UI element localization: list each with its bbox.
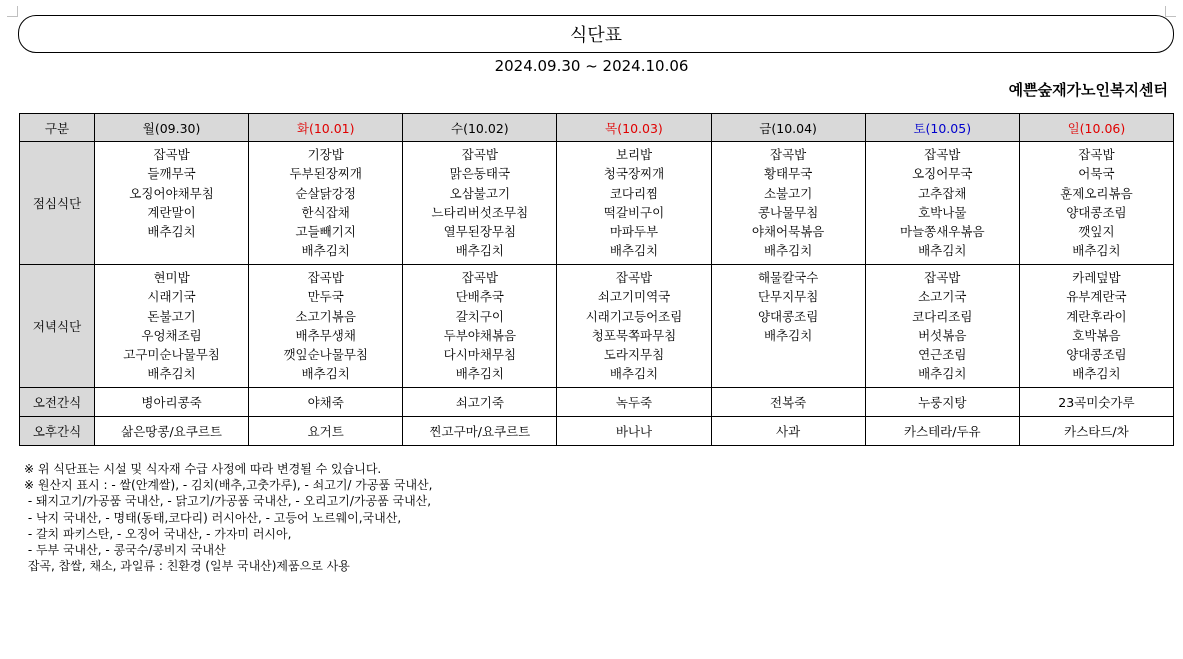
note-line: - 돼지고기/가공품 국내산, - 닭고기/가공품 국내산, - 오리고기/가공품 국내산, [24,494,432,509]
menu-cell: 카스타드/차 [1019,417,1173,446]
note-line: - 낙지 국내산, - 명태(동태,코다리) 러시아산, - 고등어 노르웨이,국내산, [24,510,402,525]
row-lunch [20,142,1174,265]
row-am-snack [20,388,1174,417]
row-label: 오후간식 [20,417,95,446]
header-row [20,114,1174,142]
menu-table [19,113,1174,446]
menu-period: 2024.09.30 ~ 2024.10.06 [494,57,689,75]
note-line: ※ 원산지 표시 : - 쌀(안계쌀), - 김치(배추,고춧가루), - 쇠고기/ 가공품 국내산, [24,478,433,493]
menu-cell: 녹두죽 [557,388,711,417]
header-day: 수(10.02) [403,114,557,142]
page-title: 식단표 [569,25,623,46]
menu-cell: 해물칼국수 단무지무침 양대콩조림 배추김치 [711,265,865,388]
menu-cell: 삶은땅콩/요쿠르트 [95,417,249,446]
row-dinner [20,265,1174,388]
menu-cell: 전복죽 [711,388,865,417]
menu-cell: 현미밥 시래기국 돈불고기 우엉채조림 고구미순나물무침 배추김치 [95,265,249,388]
row-label: 저녁식단 [20,265,95,388]
menu-cell: 잡곡밥 들깨무국 오징어야채무침 계란말이 배추김치 [95,142,249,265]
menu-cell: 병아리콩죽 [95,388,249,417]
row-label: 점심식단 [20,142,95,265]
header-day: 토(10.05) [865,114,1019,142]
menu-cell: 잡곡밥 어묵국 훈제오리볶음 양대콩조림 깻잎지 배추김치 [1019,142,1173,265]
note-line: ※ 위 식단표는 시설 및 식자재 수급 사정에 따라 변경될 수 있습니다. [24,462,382,476]
menu-cell: 찐고구마/요쿠르트 [403,417,557,446]
menu-cell: 기장밥 두부된장찌개 순살닭강정 한식잡채 고들빼기지 배추김치 [249,142,403,265]
menu-body [20,142,1174,446]
menu-cell: 바나나 [557,417,711,446]
page-corner-mark-left [7,6,18,17]
menu-cell: 잡곡밥 맑은동태국 오삼불고기 느타리버섯조무침 열무된장무침 배추김치 [403,142,557,265]
menu-cell: 잡곡밥 만두국 소고기볶음 배추무생채 깻잎순나물무침 배추김치 [249,265,403,388]
page-corner-mark-right [1165,6,1176,17]
menu-cell: 요거트 [249,417,403,446]
menu-cell: 보리밥 청국장찌개 코다리찜 떡갈비구이 마파두부 배추김치 [557,142,711,265]
menu-cell: 카스테라/두유 [865,417,1019,446]
header-day: 일(10.06) [1019,114,1173,142]
menu-cell: 카레덮밥 유부계란국 계란후라이 호박볶음 양대콩조림 배추김치 [1019,265,1173,388]
menu-cell: 쇠고기죽 [403,388,557,417]
title-box [18,15,1174,53]
menu-cell: 사과 [711,417,865,446]
row-label: 오전간식 [20,388,95,417]
header-day: 목(10.03) [557,114,711,142]
menu-cell: 23곡미숫가루 [1019,388,1173,417]
header-day: 화(10.01) [249,114,403,142]
note-line: - 두부 국내산, - 콩국수/콩비지 국내산 [24,543,226,558]
menu-cell: 잡곡밥 단배추국 갈치구이 두부야채볶음 다시마채무침 배추김치 [403,265,557,388]
center-name: 예쁜숲재가노인복지센터 [1008,81,1168,99]
header-day: 금(10.04) [711,114,865,142]
menu-cell: 잡곡밥 오징어무국 고추잡채 호박나물 마늘쫑새우볶음 배추김치 [865,142,1019,265]
menu-cell: 잡곡밥 쇠고기미역국 시래기고등어조림 청포묵쪽파무침 도라지무침 배추김치 [557,265,711,388]
note-line: 잡곡, 찹쌀, 채소, 과일류 : 친환경 (일부 국내산)제품으로 사용 [24,559,350,574]
header-day: 월(09.30) [95,114,249,142]
note-line: - 갈치 파키스탄, - 오징어 국내산, - 가자미 러시아, [24,526,292,541]
menu-cell: 야채죽 [249,388,403,417]
menu-cell: 누룽지탕 [865,388,1019,417]
notes [24,461,432,574]
row-pm-snack [20,417,1174,446]
menu-cell: 잡곡밥 소고기국 코다리조림 버섯볶음 연근조림 배추김치 [865,265,1019,388]
menu-cell: 잡곡밥 황태무국 소불고기 콩나물무침 야채어묵볶음 배추김치 [711,142,865,265]
header-category: 구분 [20,114,95,142]
